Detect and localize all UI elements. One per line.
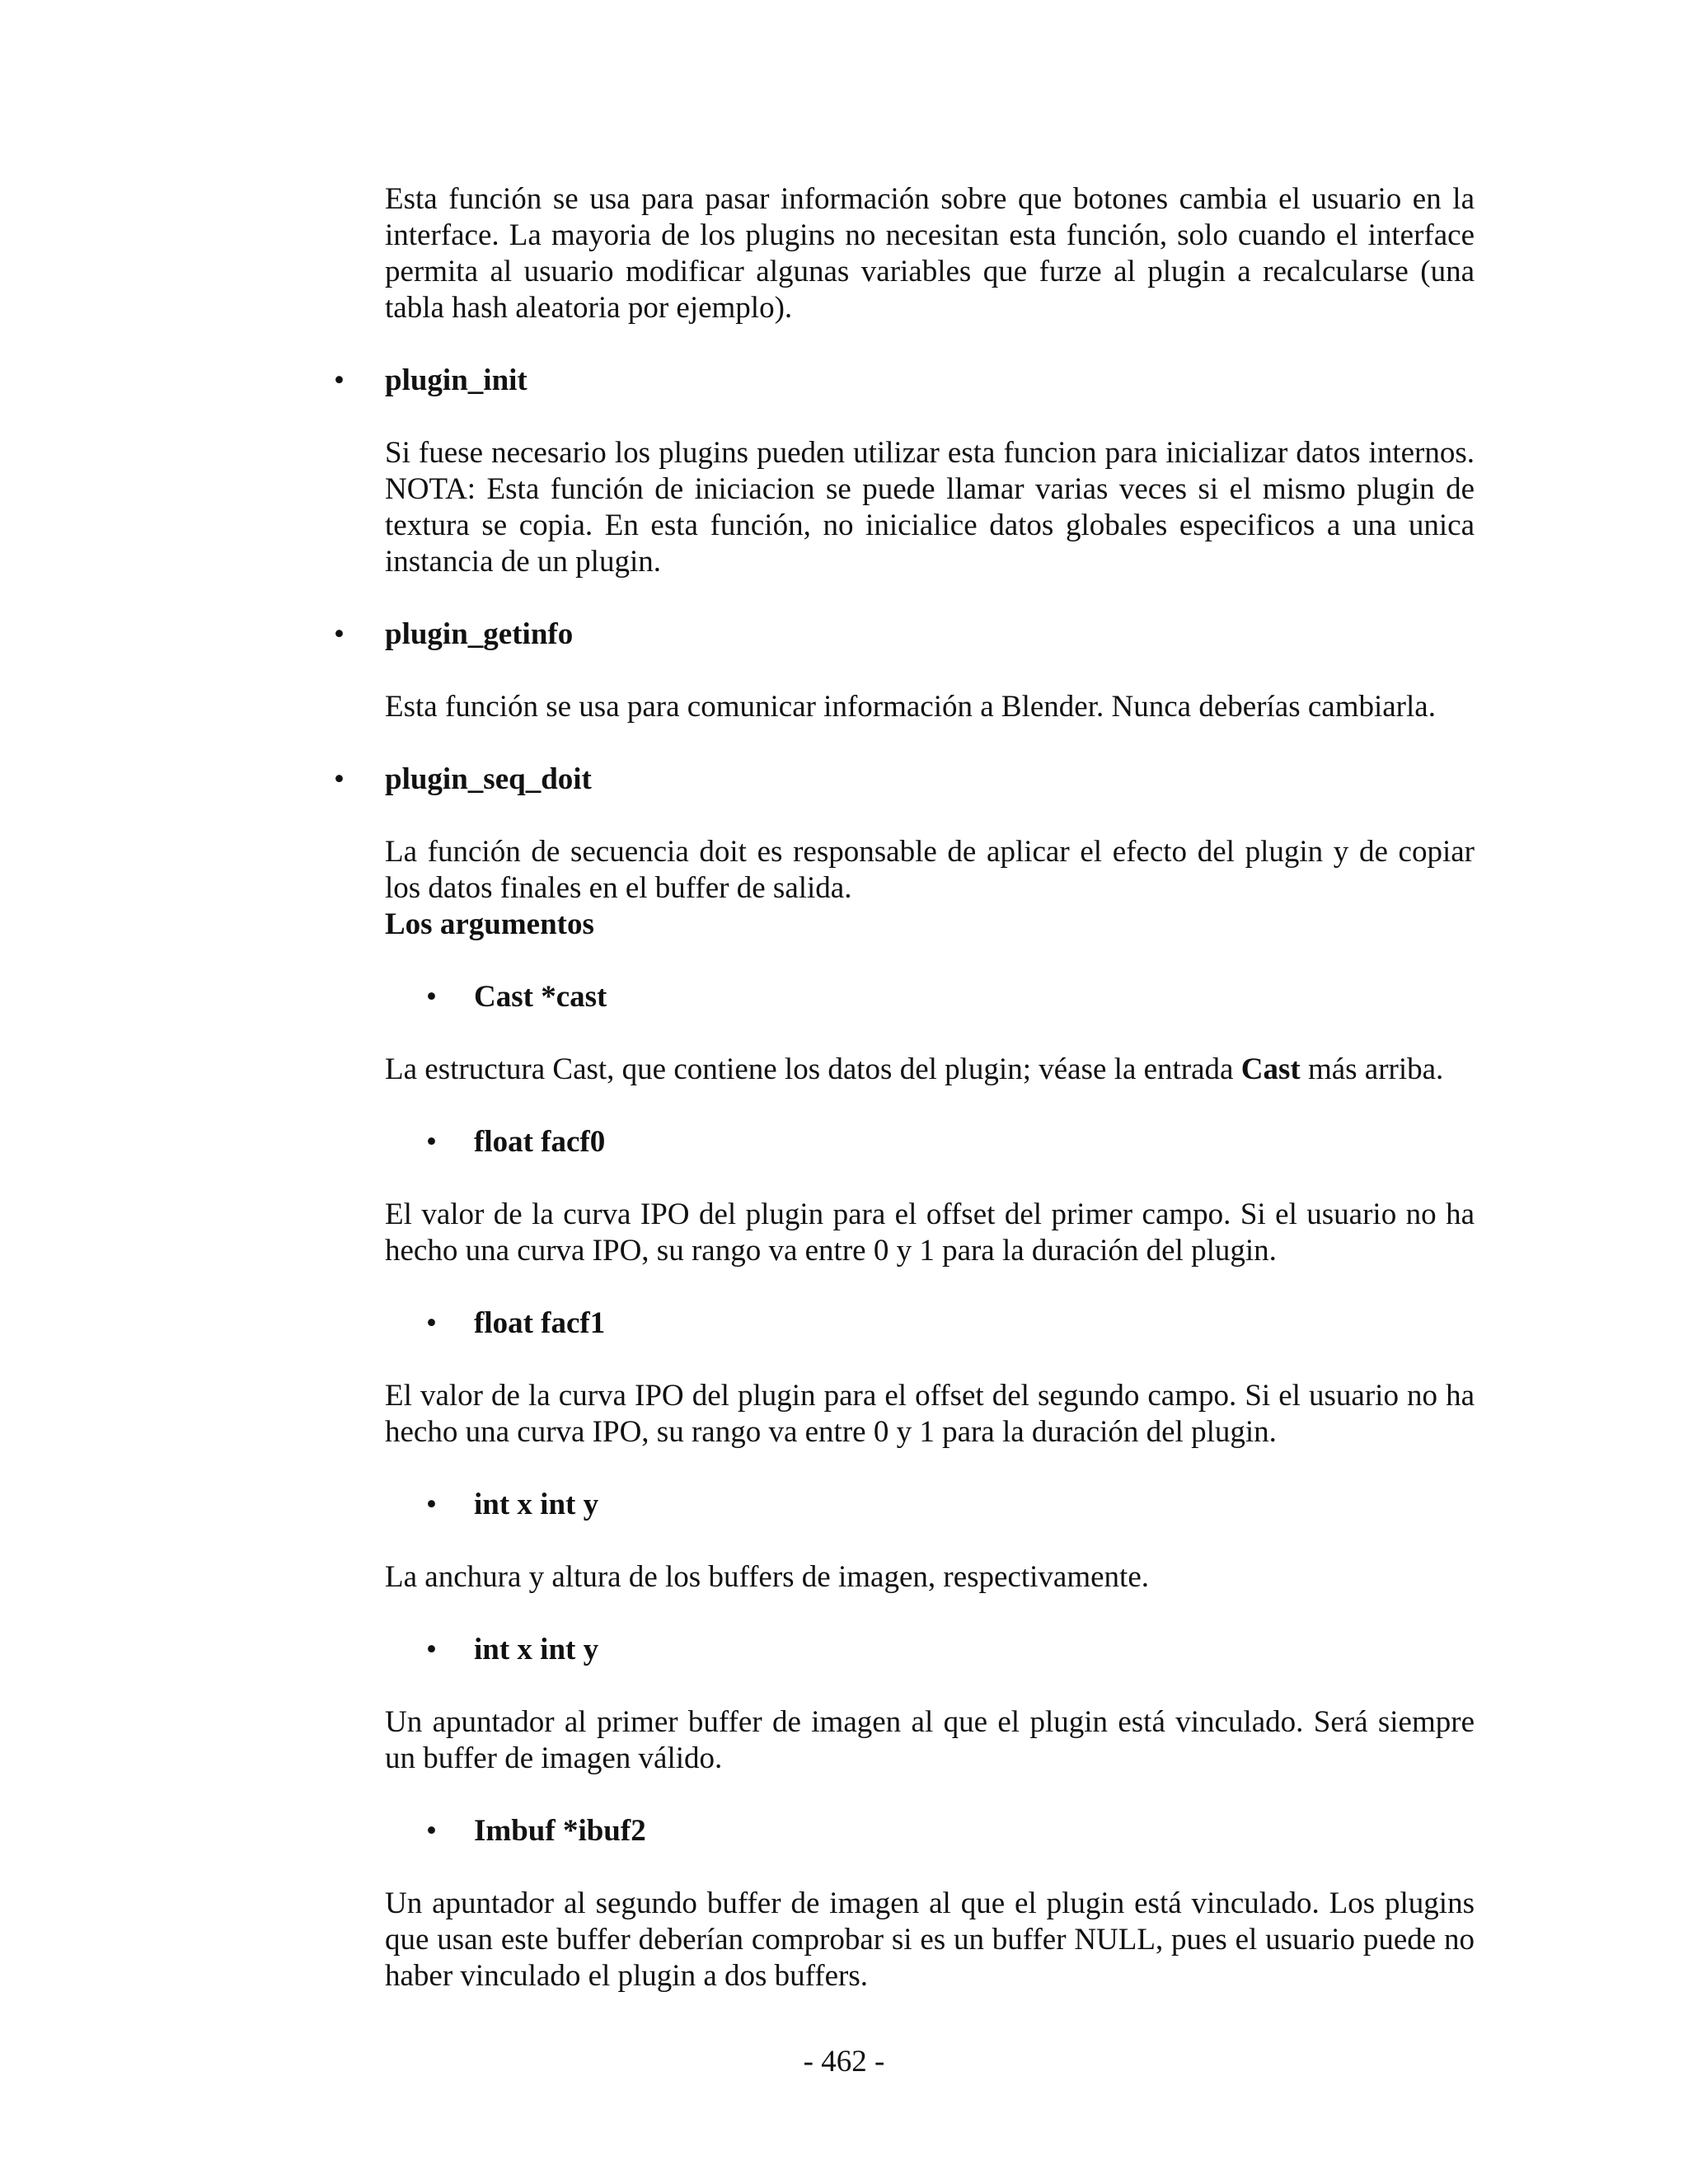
argument-xy-2 bbox=[385, 1632, 1475, 1668]
bullet-icon: • bbox=[426, 980, 437, 1014]
paragraph-ibuf1: Un apuntador al primer buffer de imagen al que el plugin está vinculado. Será siempre un buffer de imagen válido. bbox=[385, 1705, 1475, 1775]
argument-label: int x int y bbox=[474, 1633, 599, 1666]
bullet-icon: • bbox=[334, 363, 345, 397]
heading-plugin-init bbox=[334, 363, 1475, 399]
arguments-label: Los argumentos bbox=[385, 907, 594, 941]
heading-plugin-seq-doit bbox=[334, 762, 1475, 798]
cast-text-before: La estructura Cast, que contiene los datos del plugin; véase la entrada bbox=[385, 1052, 1234, 1086]
heading-plugin-getinfo bbox=[334, 616, 1475, 653]
paragraph-facf1: El valor de la curva IPO del plugin para el offset del segundo campo. Si el usuario no ha hecho una curva IPO, su rango va entre 0 y 1 para la duración del plugin. bbox=[385, 1379, 1475, 1449]
paragraph-intro: Esta función se usa para pasar información sobre que botones cambia el usuario en la interface. La mayoria de los plugins no necesitan esta función, solo cuando el interface permita al usuario modificar algunas variables que furze al plugin a recalcularse (una tabla hash aleatoria por ejemplo). bbox=[385, 182, 1475, 325]
argument-label: Cast *cast bbox=[474, 980, 607, 1014]
paragraph-plugin-seq-doit: La función de secuencia doit es responsable de aplicar el efecto del plugin y de copiar los datos finales en el buffer de salida. bbox=[385, 835, 1475, 905]
argument-label: int x int y bbox=[474, 1488, 599, 1521]
argument-label: float facf1 bbox=[474, 1306, 606, 1340]
paragraph-facf0: El valor de la curva IPO del plugin para el offset del primer campo. Si el usuario no ha hecho una curva IPO, su rango va entre 0 y 1 para la duración del plugin. bbox=[385, 1197, 1475, 1268]
cast-text-after: más arriba. bbox=[1307, 1052, 1444, 1086]
argument-facf0 bbox=[385, 1124, 1475, 1160]
paragraph-cast bbox=[385, 1052, 1475, 1088]
argument-cast bbox=[385, 979, 1475, 1015]
bullet-icon: • bbox=[426, 1488, 437, 1521]
page-number: - 462 - bbox=[803, 2045, 885, 2079]
bullet-icon: • bbox=[426, 1633, 437, 1666]
bullet-icon: • bbox=[426, 1306, 437, 1340]
paragraph-plugin-getinfo: Esta función se usa para comunicar información a Blender. Nunca deberías cambiarla. bbox=[385, 690, 1436, 724]
bullet-icon: • bbox=[334, 617, 345, 651]
argument-facf1 bbox=[385, 1305, 1475, 1342]
page-content bbox=[334, 181, 1475, 1994]
cast-text-bold: Cast bbox=[1240, 1052, 1301, 1086]
bullet-icon: • bbox=[426, 1125, 437, 1159]
paragraph-xy: La anchura y altura de los buffers de imagen, respectivamente. bbox=[385, 1560, 1150, 1594]
heading-label: plugin_getinfo bbox=[385, 617, 574, 651]
bullet-icon: • bbox=[426, 1814, 437, 1848]
heading-label: plugin_seq_doit bbox=[385, 762, 592, 796]
heading-label: plugin_init bbox=[385, 363, 528, 397]
argument-xy-1 bbox=[385, 1487, 1475, 1523]
argument-label: Imbuf *ibuf2 bbox=[474, 1814, 646, 1848]
argument-label: float facf0 bbox=[474, 1125, 606, 1159]
bullet-icon: • bbox=[334, 762, 345, 796]
argument-ibuf2 bbox=[385, 1813, 1475, 1849]
paragraph-ibuf2: Un apuntador al segundo buffer de imagen al que el plugin está vinculado. Los plugins que usan este buffer deberían comprobar si es un buffer NULL, pues el usuario puede no haber vinculado el plugin a dos buffers. bbox=[385, 1886, 1475, 1993]
paragraph-plugin-init: Si fuese necesario los plugins pueden utilizar esta funcion para inicializar datos internos. NOTA: Esta función de iniciacion se puede llamar varias veces si el mismo plugin de textura se copia. En esta función, no inicialice datos globales especificos a una unica instancia de un plugin. bbox=[385, 436, 1475, 579]
